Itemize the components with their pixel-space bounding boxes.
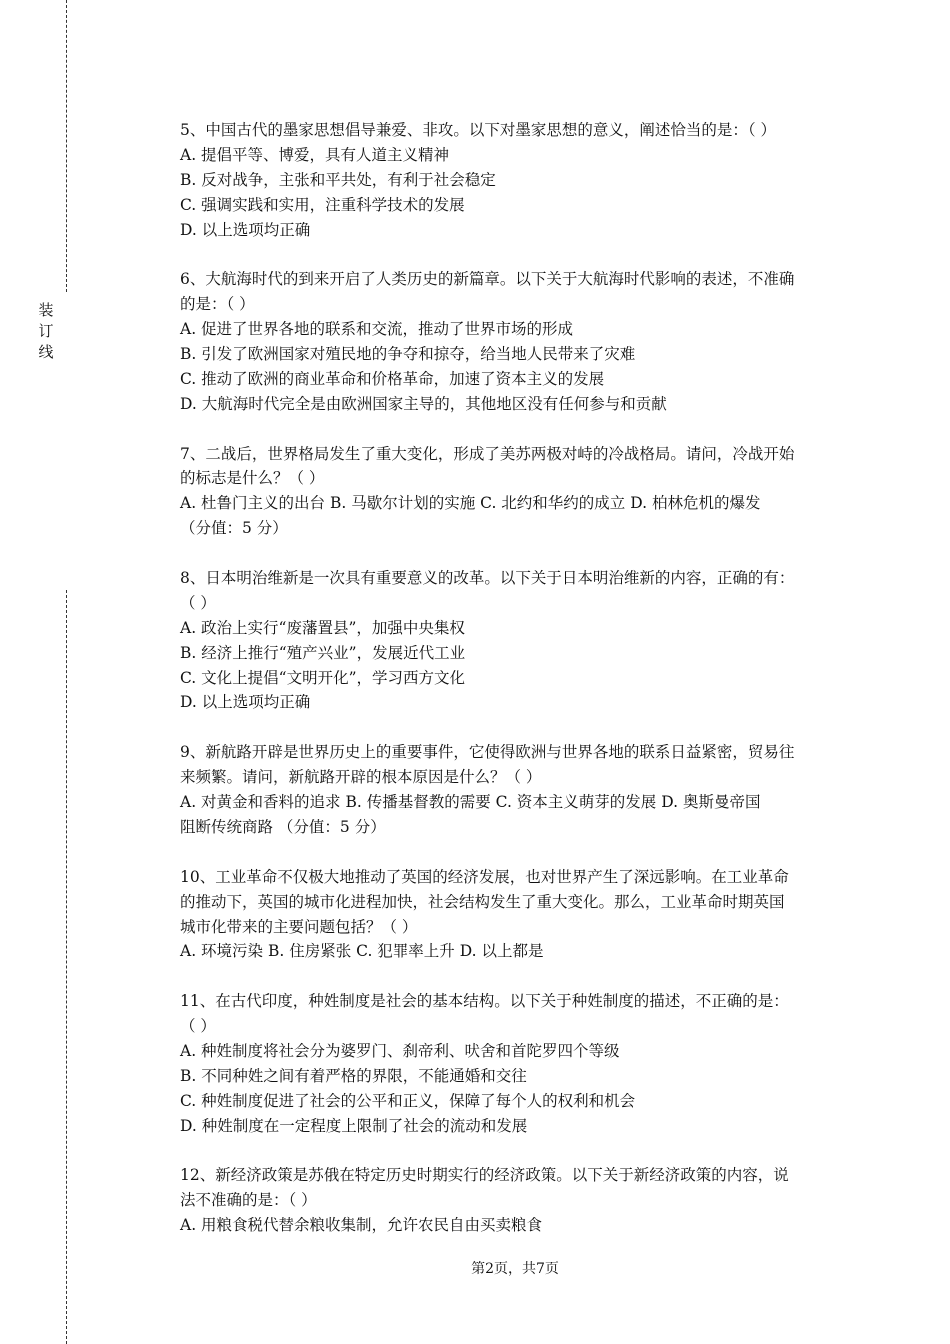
answer-option: A. 种姓制度将社会分为婆罗门、刹帝利、吠舍和首陀罗四个等级 [180, 1041, 620, 1060]
question-stem: 9、新航路开辟是世界历史上的重要事件，它使得欧洲与世界各地的联系日益紧密，贸易往 [180, 743, 795, 762]
answer-option: A. 促进了世界各地的联系和交流，推动了世界市场的形成 [180, 320, 574, 339]
answer-option: C. 推动了欧洲的商业革命和价格革命，加速了资本主义的发展 [180, 369, 605, 388]
question-stem: 12、新经济政策是苏俄在特定历史时期实行的经济政策。以下关于新经济政策的内容，说 [180, 1166, 789, 1185]
question-stem: 5、中国古代的墨家思想倡导兼爱、非攻。以下对墨家思想的意义，阐述恰当的是：（ ） [180, 121, 777, 139]
answer-option: D. 以上选项均正确 [180, 220, 311, 239]
answer-option: A. 环境污染 B. 住房紧张 C. 犯罪率上升 D. 以上都是 [180, 942, 544, 961]
answer-option: A. 提倡平等、博爱，具有人道主义精神 [180, 145, 450, 164]
question-9 [180, 740, 840, 840]
question-12 [180, 1163, 840, 1238]
binding-label: 装订线 [38, 301, 54, 361]
question-stem: （ ） [180, 1017, 216, 1036]
question-8 [180, 566, 840, 715]
binding-line-bottom [66, 590, 67, 1344]
answer-option: B. 反对战争，主张和平共处，有利于社会稳定 [180, 170, 496, 189]
page-footer: 第2页，共7页 [471, 1261, 559, 1277]
question-7 [180, 442, 840, 542]
answer-option: （分值：5 分） [180, 519, 288, 538]
answer-option: 阻断传统商路 （分值：5 分） [180, 817, 386, 836]
answer-option: B. 不同种姓之间有着严格的界限，不能通婚和交往 [180, 1066, 527, 1085]
question-stem: 8、日本明治维新是一次具有重要意义的改革。以下关于日本明治维新的内容，正确的有： [180, 569, 795, 588]
answer-option: A. 政治上实行“废藩置县”，加强中央集权 [180, 618, 465, 637]
question-11 [180, 989, 840, 1138]
binding-line-top [66, 0, 67, 292]
question-stem: 7、二战后，世界格局发生了重大变化，形成了美苏两极对峙的冷战格局。请问，冷战开始 [180, 444, 795, 463]
question-6 [180, 267, 840, 416]
question-10 [180, 865, 840, 965]
question-list [180, 118, 840, 1263]
question-stem: 6、大航海时代的到来开启了人类历史的新篇章。以下关于大航海时代影响的表述，不准确 [180, 270, 795, 289]
question-stem: 11、在古代印度，种姓制度是社会的基本结构。以下关于种姓制度的描述，不正确的是： [180, 992, 789, 1011]
question-stem: 来频繁。请问，新航路开辟的根本原因是什么？（ ） [180, 768, 542, 787]
answer-option: A. 杜鲁门主义的出台 B. 马歇尔计划的实施 C. 北约和华约的成立 D. 柏林危机的爆发 [180, 494, 761, 513]
question-stem: 10、工业革命不仅极大地推动了英国的经济发展，也对世界产生了深远影响。在工业革命 [180, 867, 789, 886]
answer-option: C. 种姓制度促进了社会的公平和正义，保障了每个人的权利和机会 [180, 1091, 636, 1110]
answer-option: A. 对黄金和香料的追求 B. 传播基督教的需要 C. 资本主义萌芽的发展 D. 奥斯曼帝国 [180, 793, 761, 812]
question-stem: 城市化带来的主要问题包括？（ ） [180, 917, 418, 936]
answer-option: D. 种姓制度在一定程度上限制了社会的流动和发展 [180, 1116, 528, 1135]
question-stem: 的是：（ ） [180, 295, 255, 314]
question-5 [180, 118, 840, 242]
answer-option: A. 用粮食税代替余粮收集制，允许农民自由买卖粮食 [180, 1216, 543, 1235]
question-stem: 的标志是什么？（ ） [180, 469, 325, 488]
answer-option: D. 以上选项均正确 [180, 693, 311, 712]
answer-option: D. 大航海时代完全是由欧洲国家主导的，其他地区没有任何参与和贡献 [180, 394, 667, 413]
question-stem: （ ） [180, 593, 216, 612]
answer-option: B. 经济上推行“殖产兴业”，发展近代工业 [180, 643, 466, 662]
answer-option: B. 引发了欧洲国家对殖民地的争夺和掠夺，给当地人民带来了灾难 [180, 345, 636, 364]
question-stem: 的推动下，英国的城市化进程加快，社会结构发生了重大变化。那么，工业革命时期英国 [180, 892, 785, 911]
question-stem: 法不准确的是：（ ） [180, 1191, 317, 1210]
answer-option: C. 文化上提倡“文明开化”，学习西方文化 [180, 668, 466, 687]
answer-option: C. 强调实践和实用，注重科学技术的发展 [180, 195, 465, 214]
